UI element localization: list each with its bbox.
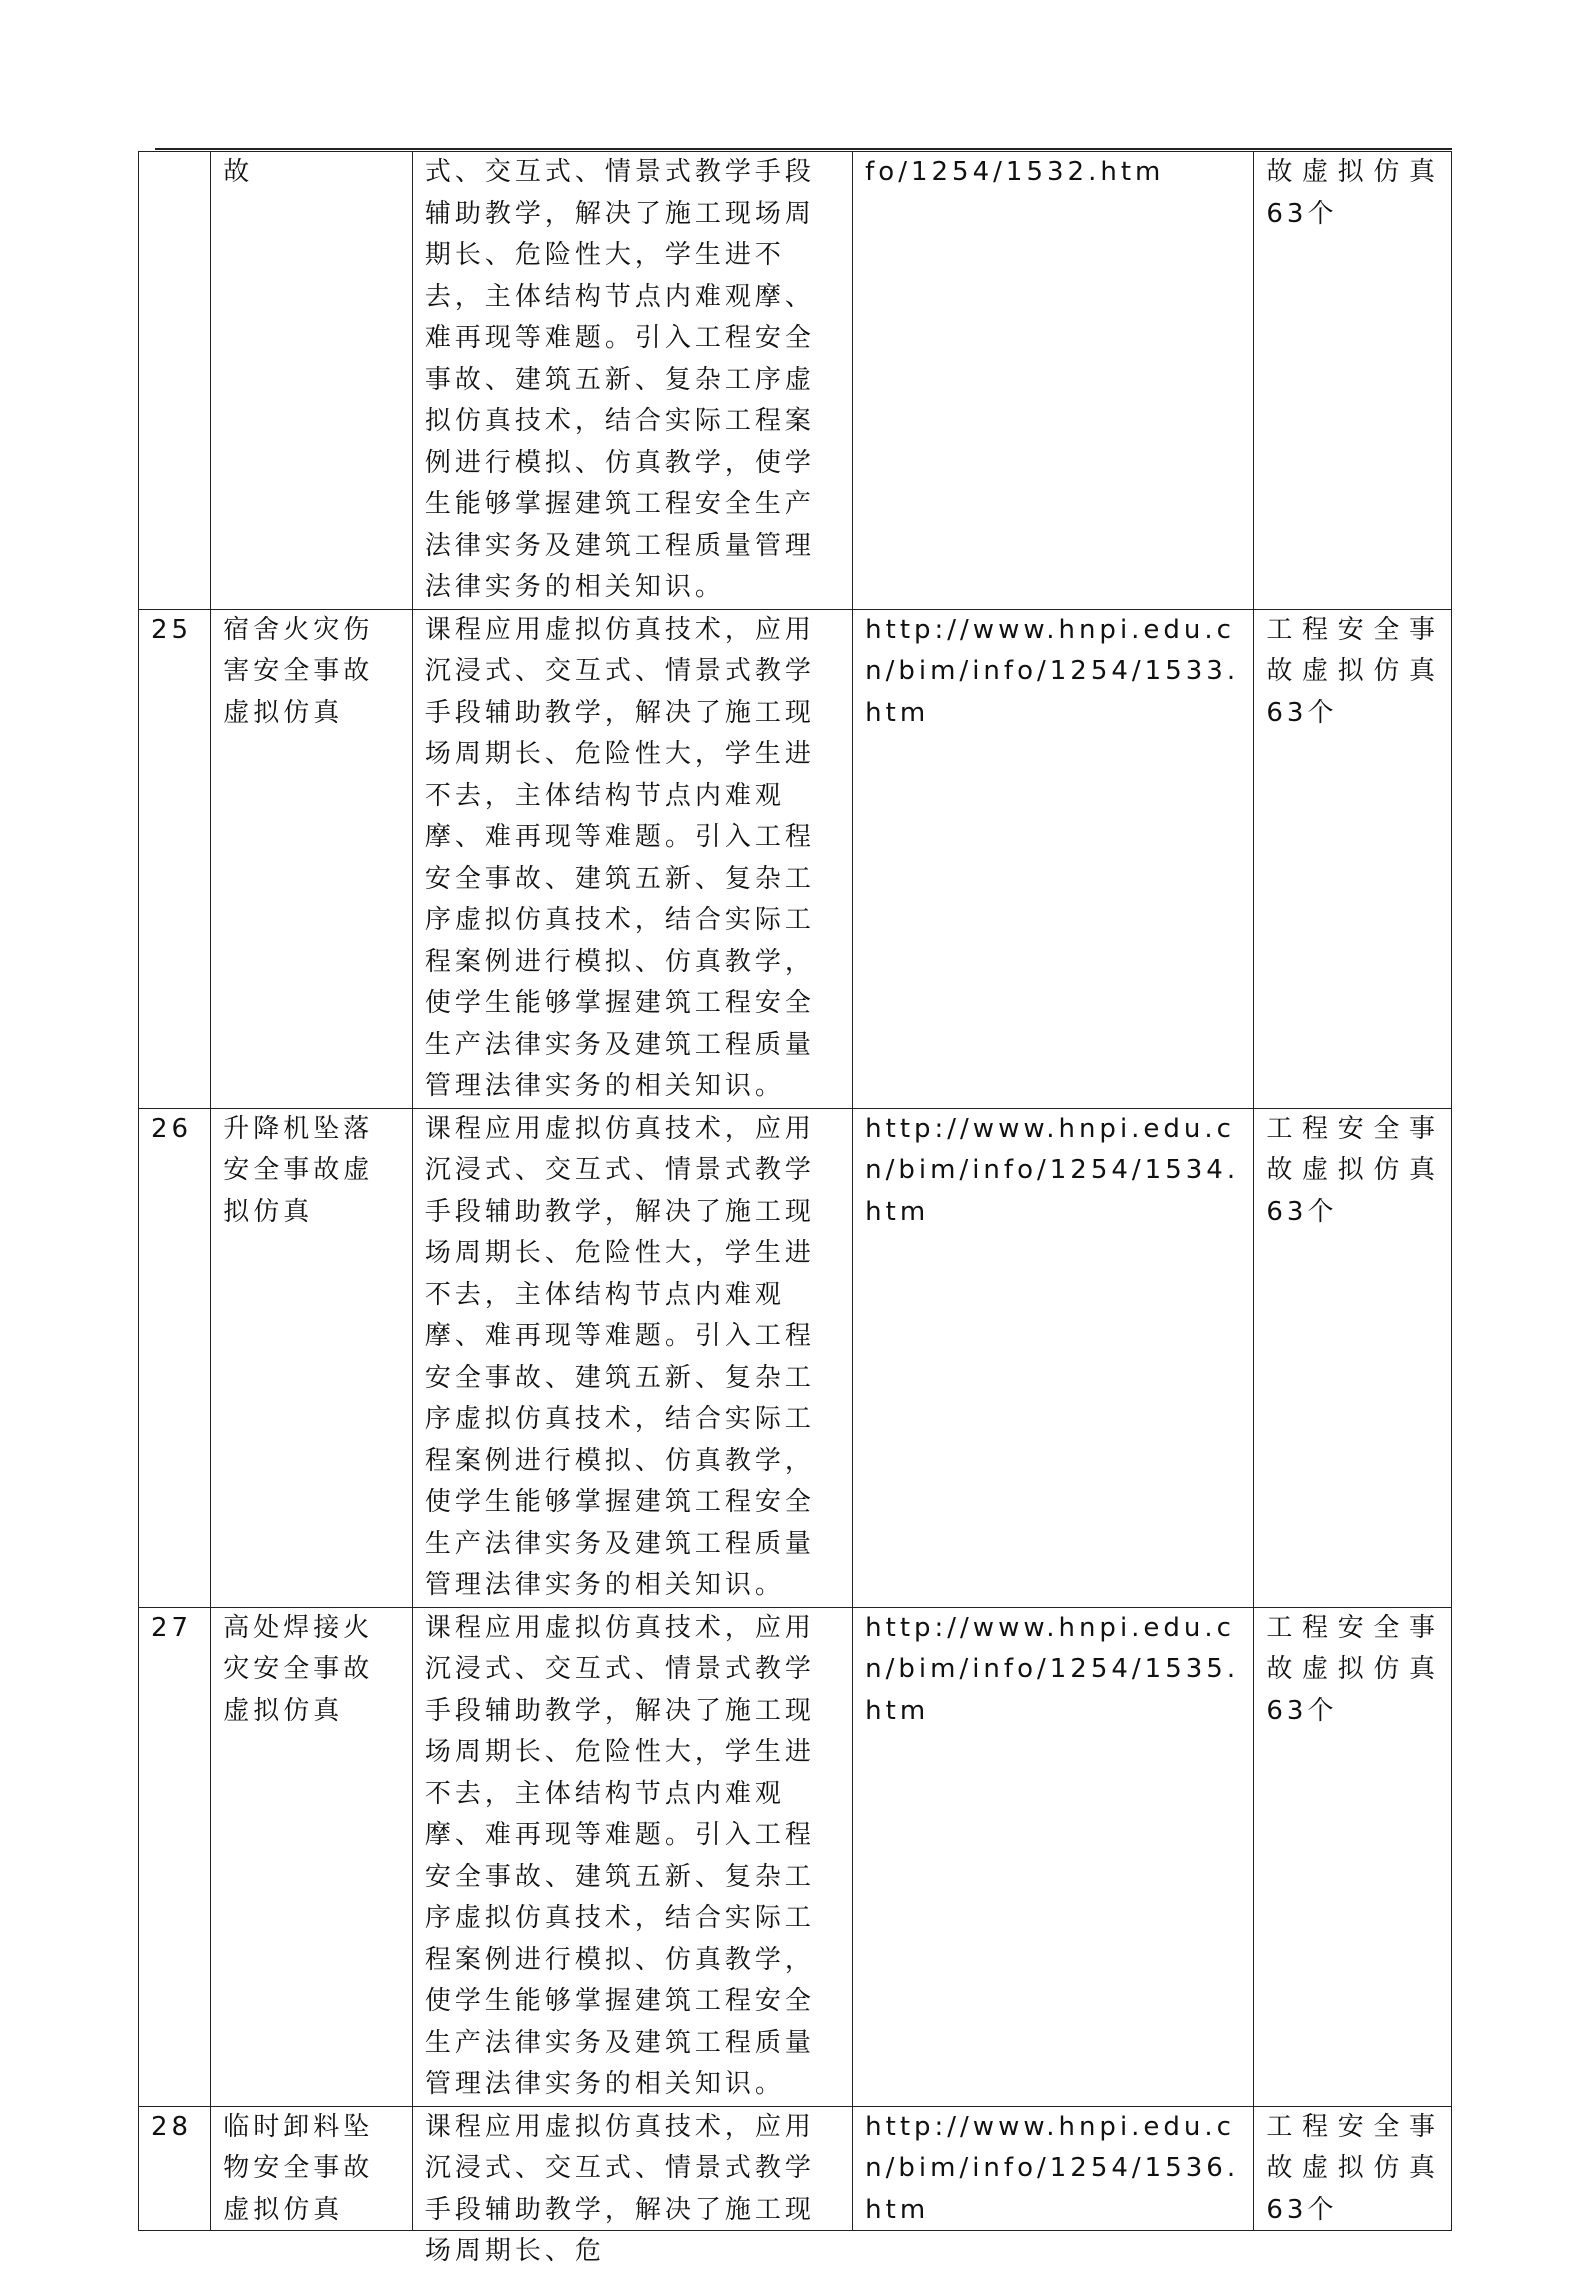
table-row <box>139 1607 1452 2106</box>
resource-description: 课程应用虚拟仿真技术，应用沉浸式、交互式、情景式教学手段辅助教学，解决了施工现场周期长、危险性大，学生进不去，主体结构节点内难观摩、难再现等难题。引入工程安全事故、建筑五新、复杂工序虚拟仿真技术，结合实际工程案例进行模拟、仿真教学，使学生能够掌握建筑工程安全生产法律实务及建筑工程质量管理法律实务的相关知识。 <box>412 1108 852 1607</box>
resource-name: 升降机坠落安全事故虚拟仿真 <box>211 1108 413 1607</box>
resource-category: 工程安全事故虚拟仿真 63个 <box>1254 609 1452 1108</box>
resource-description: 课程应用虚拟仿真技术，应用沉浸式、交互式、情景式教学手段辅助教学，解决了施工现场周期长、危险性大，学生进不去，主体结构节点内难观摩、难再现等难题。引入工程安全事故、建筑五新、复杂工序虚拟仿真技术，结合实际工程案例进行模拟、仿真教学，使学生能够掌握建筑工程安全生产法律实务及建筑工程质量管理法律实务的相关知识。 <box>412 609 852 1108</box>
table-row <box>139 152 1452 610</box>
resource-category: 工程安全事故虚拟仿真 63个 <box>1254 1108 1452 1607</box>
resource-description: 式、交互式、情景式教学手段辅助教学，解决了施工现场周期长、危险性大，学生进不去，主体结构节点内难观摩、难再现等难题。引入工程安全事故、建筑五新、复杂工序虚拟仿真技术，结合实际工程案例进行模拟、仿真教学，使学生能够掌握建筑工程安全生产法律实务及建筑工程质量管理法律实务的相关知识。 <box>412 152 852 610</box>
resource-name: 宿舍火灾伤害安全事故虚拟仿真 <box>211 609 413 1108</box>
row-number: 26 <box>139 1108 211 1607</box>
resource-name: 高处焊接火灾安全事故虚拟仿真 <box>211 1607 413 2106</box>
resource-table <box>138 151 1452 2266</box>
row-number: 25 <box>139 609 211 1108</box>
row-number: 28 <box>139 2106 211 2230</box>
resource-category: 故虚拟仿真 63个 <box>1254 152 1452 610</box>
table-row <box>139 2106 1452 2230</box>
table-row <box>139 609 1452 1108</box>
header-rule <box>155 148 1452 150</box>
resource-category: 工程安全事故虚拟仿真 63个 <box>1254 1607 1452 2106</box>
resource-url[interactable]: http://www.hnpi.edu.cn/bim/info/1254/1535.htm <box>853 1607 1254 2106</box>
resource-url[interactable]: http://www.hnpi.edu.cn/bim/info/1254/1536.htm <box>853 2106 1254 2230</box>
resource-name: 故 <box>211 152 413 610</box>
row-number: 27 <box>139 1607 211 2106</box>
resource-name: 临时卸料坠物安全事故虚拟仿真 <box>211 2106 413 2230</box>
resource-url[interactable]: http://www.hnpi.edu.cn/bim/info/1254/1534.htm <box>853 1108 1254 1607</box>
resource-description: 课程应用虚拟仿真技术，应用沉浸式、交互式、情景式教学手段辅助教学，解决了施工现场周期长、危险性大，学生进不去，主体结构节点内难观摩、难再现等难题。引入工程安全事故、建筑五新、复杂工序虚拟仿真技术，结合实际工程案例进行模拟、仿真教学，使学生能够掌握建筑工程安全生产法律实务及建筑工程质量管理法律实务的相关知识。 <box>412 1607 852 2106</box>
resource-url[interactable]: http://www.hnpi.edu.cn/bim/info/1254/1533.htm <box>853 609 1254 1108</box>
row-number <box>139 152 211 610</box>
resource-description: 课程应用虚拟仿真技术，应用沉浸式、交互式、情景式教学手段辅助教学，解决了施工现场周期长、危 <box>412 2106 852 2230</box>
resource-category: 工程安全事故虚拟仿真 63个 <box>1254 2106 1452 2230</box>
table-row <box>139 1108 1452 1607</box>
resource-url[interactable]: fo/1254/1532.htm <box>853 152 1254 610</box>
